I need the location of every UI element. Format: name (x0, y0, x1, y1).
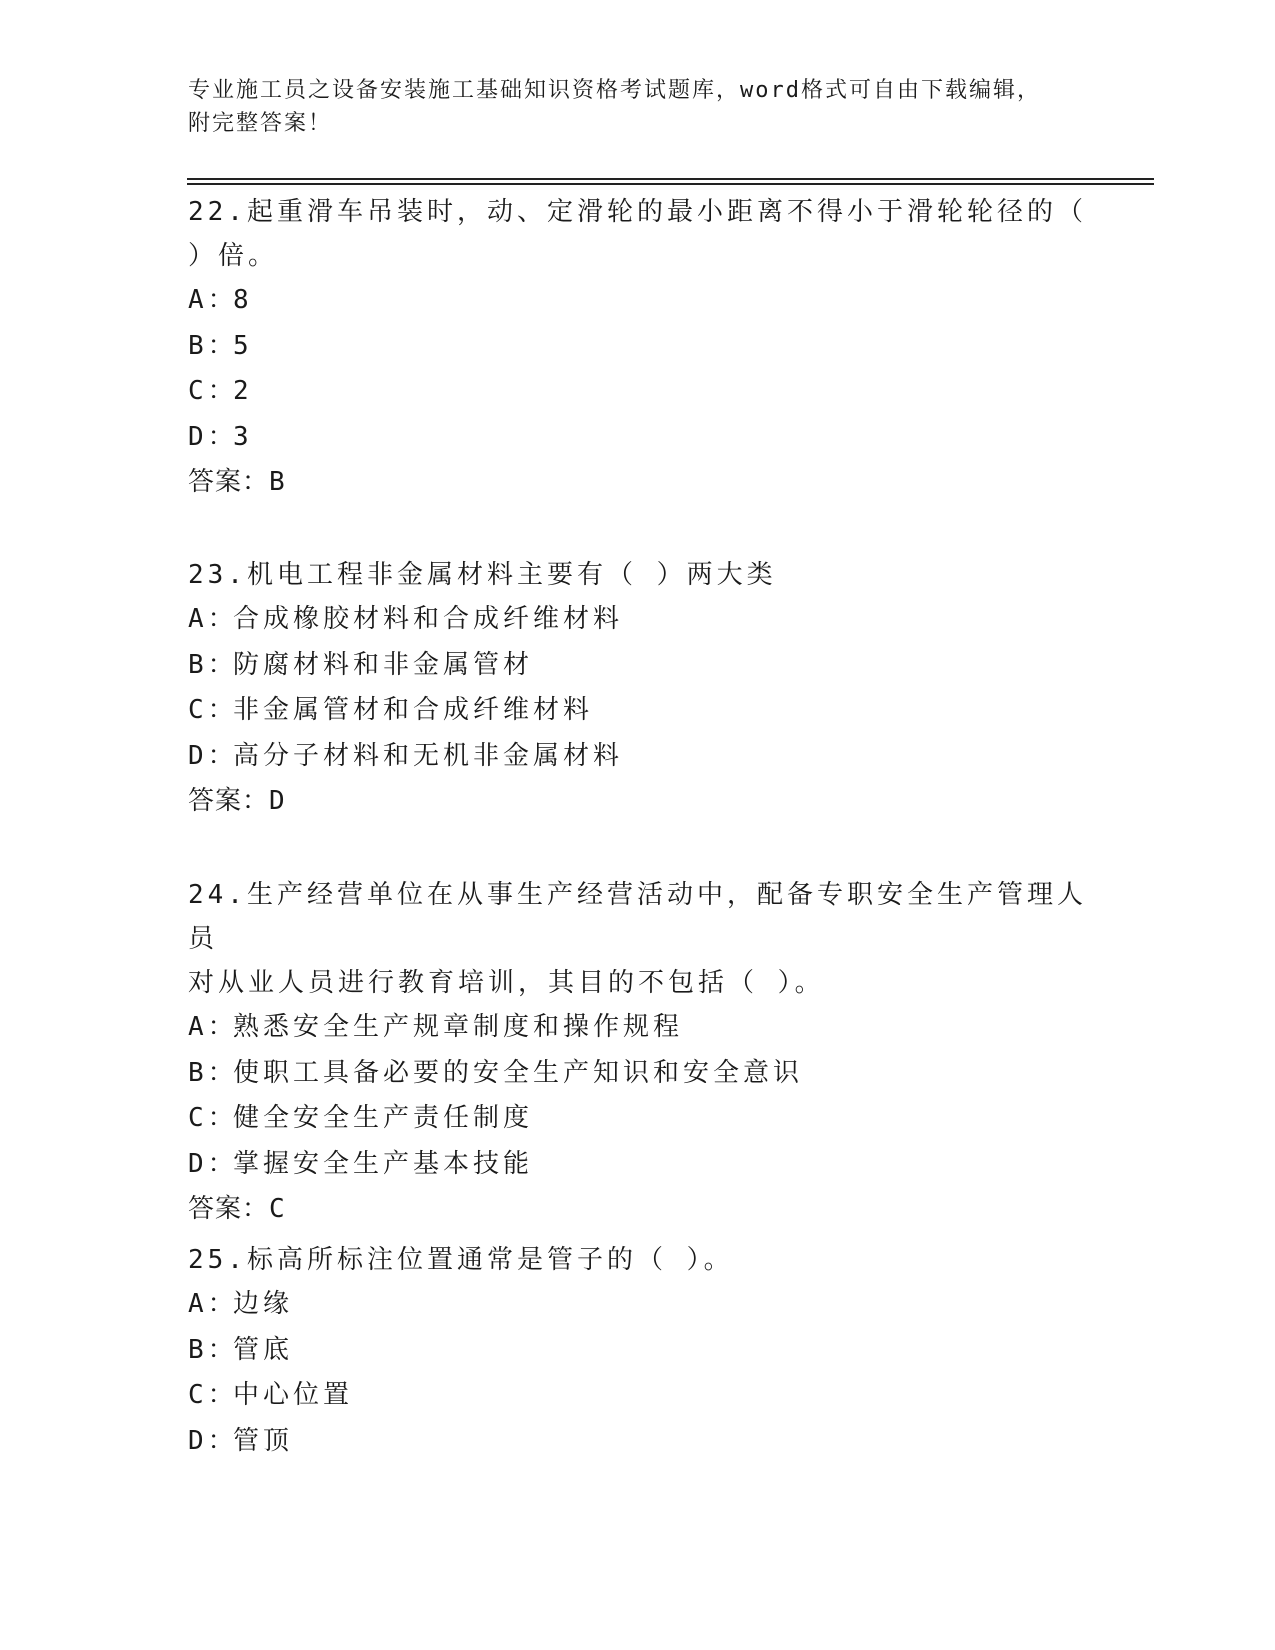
option-key: A： (188, 1289, 238, 1319)
option-value: 5 (233, 330, 253, 361)
option-key: C： (188, 1103, 238, 1133)
option-value: 高分子材料和无机非金属材料 (233, 740, 624, 771)
option-value: 掌握安全生产基本技能 (233, 1148, 534, 1179)
option-value: 边缘 (233, 1289, 294, 1319)
answer-value: D (269, 786, 286, 816)
answer-value: B (269, 467, 286, 497)
option-key: A： (188, 285, 238, 315)
option-d (188, 1142, 1088, 1188)
option-key: B： (188, 1057, 238, 1088)
option-a (188, 597, 1088, 643)
option-value: 合成橡胶材料和合成纤维材料 (233, 604, 624, 634)
option-value: 中心位置 (233, 1380, 354, 1410)
header-line-1: 专业施工员之设备安装施工基础知识资格考试题库，word格式可自由下载编辑， (188, 78, 1041, 103)
option-key: D： (188, 1425, 238, 1456)
option-value: 管底 (233, 1334, 294, 1365)
question-24 (188, 873, 1088, 1231)
option-a (188, 1005, 1088, 1051)
option-b (188, 324, 1088, 370)
header-divider-top (187, 178, 1154, 180)
question-text: 22.起重滑车吊装时，动、定滑轮的最小距离不得小于滑轮轮径的（ ）倍。 (188, 197, 1087, 271)
option-key: B： (188, 1334, 238, 1365)
option-value: 熟悉安全生产规章制度和操作规程 (233, 1012, 684, 1042)
option-c (188, 1373, 1088, 1419)
option-a (188, 278, 1088, 324)
answer-label: 答案： (188, 786, 270, 816)
option-value: 使职工具备必要的安全生产知识和安全意识 (233, 1057, 804, 1088)
header-line-2: 附完整答案！ (188, 111, 333, 136)
header-divider-bottom (187, 183, 1154, 185)
option-key: C： (188, 376, 238, 406)
answer-label: 答案： (188, 467, 270, 497)
option-key: C： (188, 1380, 238, 1410)
option-key: A： (188, 1012, 238, 1042)
option-b (188, 1328, 1088, 1374)
option-b (188, 1051, 1088, 1097)
option-d (188, 1419, 1088, 1465)
question-22 (188, 190, 1088, 504)
option-key: B： (188, 330, 238, 361)
option-c (188, 369, 1088, 415)
answer-label: 答案： (188, 1194, 270, 1224)
option-c (188, 1096, 1088, 1142)
answer-value: C (269, 1194, 286, 1224)
option-key: D： (188, 1148, 238, 1179)
option-value: 健全安全生产责任制度 (233, 1103, 534, 1133)
answer-line (188, 1187, 1088, 1231)
option-value: 2 (233, 376, 253, 406)
question-text: 25.标高所标注位置通常是管子的（ ）。 (188, 1245, 734, 1275)
option-value: 防腐材料和非金属管材 (233, 649, 534, 680)
question-text: 24.生产经营单位在从事生产经营活动中，配备专职安全生产管理人员 对从业人员进行教育培训，其目的不包括（ ）。 (188, 880, 1087, 998)
question-text: 23.机电工程非金属材料主要有（ ）两大类 (188, 560, 777, 590)
option-a (188, 1282, 1088, 1328)
option-c (188, 688, 1088, 734)
option-key: A： (188, 604, 238, 634)
option-key: D： (188, 421, 238, 452)
option-value: 3 (233, 421, 253, 452)
option-key: D： (188, 740, 238, 771)
option-value: 非金属管材和合成纤维材料 (233, 695, 594, 725)
answer-line (188, 460, 1088, 504)
document-header (188, 74, 1088, 140)
option-d (188, 734, 1088, 780)
option-key: C： (188, 695, 238, 725)
answer-line (188, 779, 1088, 823)
option-d (188, 415, 1088, 461)
question-23 (188, 553, 1088, 823)
question-25 (188, 1238, 1088, 1464)
option-key: B： (188, 649, 238, 680)
option-value: 管顶 (233, 1425, 294, 1456)
option-b (188, 643, 1088, 689)
option-value: 8 (233, 285, 253, 315)
